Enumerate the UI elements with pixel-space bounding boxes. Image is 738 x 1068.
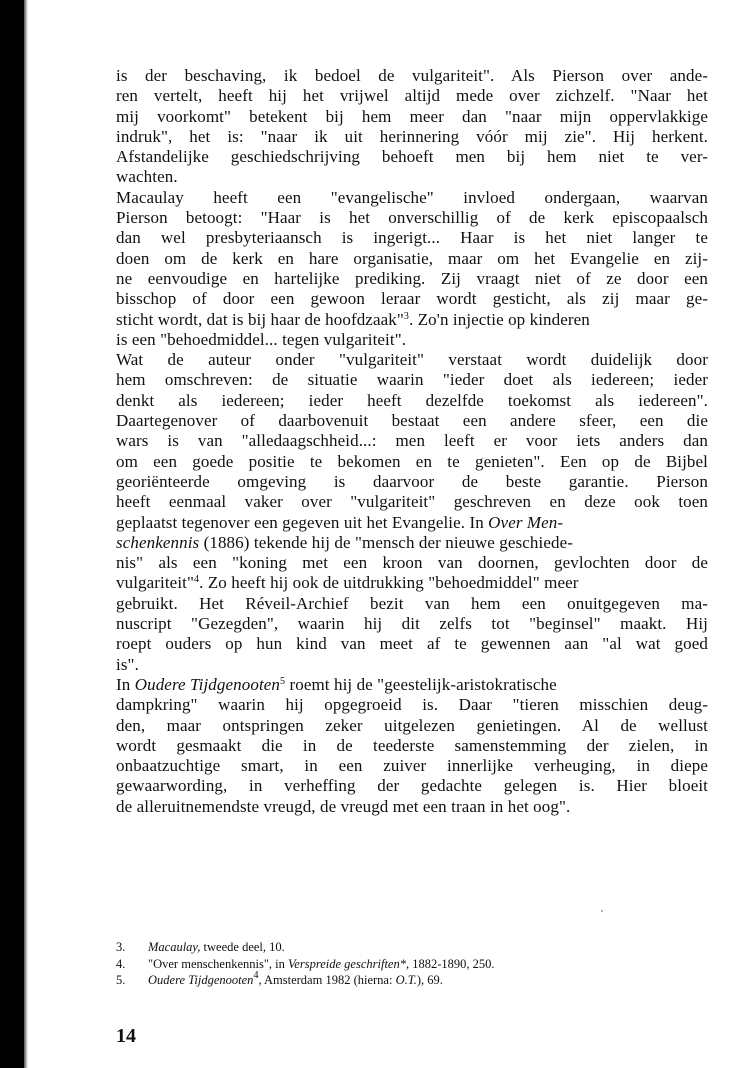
text-line: Daartegenover of daarbovenuit bestaat een andere sfeer, een die — [116, 411, 708, 431]
footnote-number: 3. — [116, 940, 126, 954]
text-line: om een goede positie te bekomen en te genieten". Een op de Bijbel — [116, 451, 708, 471]
text-line: wachten. — [116, 167, 178, 187]
footnote-3 — [116, 939, 676, 956]
text-line: mij voorkomt" betekent bij hem meer dan "naar mijn oppervlakkige — [116, 106, 708, 126]
footnote-superscript: 4 — [253, 970, 259, 981]
text-segment: roemt hij de "geestelijk-aristokratische — [285, 674, 557, 694]
footnote-number: 4. — [116, 956, 126, 971]
footnote-abbrev: O.T. — [395, 973, 417, 987]
body-text — [116, 66, 708, 817]
text-line: roept ouders op hun kind van meet af te gewennen aan "al wat goed — [116, 634, 708, 654]
text-line: bisschop of door een gewoon leraar wordt gesticht, als zij maar ge- — [116, 289, 708, 309]
text-line: nuscript "Gezegden", waarin hij dit zelfs tot "beginsel" maakt. Hij — [116, 614, 708, 634]
text-line: Wat de auteur onder "vulgariteit" verstaat wordt duidelijk door — [116, 350, 708, 370]
text-line: wordt gesmaakt die in de teederste samenstemming der zielen, in — [116, 735, 708, 755]
footnote-4 — [116, 956, 676, 973]
text-line: gewaarwording, in verheffing der gedachte gelegen is. Hier bloeit — [116, 776, 708, 796]
text-line: ren vertelt, heeft hij het vrijwel altijd mede over zichzelf. "Naar het — [116, 86, 708, 106]
text-line: Afstandelijke geschiedschrijving behoeft men bij hem niet te ver- — [116, 147, 708, 167]
text-line: doen om de kerk en hare organisatie, maar om het Evangelie en zij- — [116, 248, 708, 268]
footnote-text: ), 69. — [416, 973, 443, 987]
footnote-number: 5. — [116, 973, 126, 987]
text-segment: geplaatst tegenover een gegeven uit het Evangelie. In — [116, 512, 484, 532]
text-segment: (1886) tekende hij de "mensch der nieuwe geschiede- — [199, 532, 573, 552]
footnote-text: , Amsterdam 1982 (hierna: — [258, 973, 396, 987]
text-line: indruk", het is: "naar ik uit herinnering vóór mij zie". Hij herkent. — [116, 126, 708, 146]
text-segment: . Zo'n injectie op kinderen — [409, 309, 590, 329]
text-segment: . Zo heeft hij ook de uitdrukking "behoedmiddel" meer — [199, 573, 579, 593]
text-line — [116, 675, 708, 695]
text-line: ne eenvoudige en hartelijke prediking. Zij vraagt niet of ze door een — [116, 268, 708, 288]
text-line — [116, 513, 708, 533]
text-line: is der beschaving, ik bedoel de vulgariteit". Als Pierson over ande- — [116, 66, 708, 85]
text-line: Pierson betoogt: "Haar is het onverschillig of de kerk episcopaalsch — [116, 208, 708, 228]
text-segment: In — [116, 674, 131, 694]
footnote-text: "Over menschenkennis", in — [148, 956, 289, 971]
text-line: onbaatzuchtige smart, in een zuiver innerlijke verheuging, in diepe — [116, 756, 708, 776]
text-line: nis" als een "koning met een kroon van doornen, gevlochten door de — [116, 553, 708, 573]
text-line: den, maar ontspringen zeker uitgelezen genietingen. Al de wellust — [116, 715, 708, 735]
footnote-text: tweede deel, 10. — [200, 940, 285, 954]
text-line: dampkring" waarin hij opgegroeid is. Daar "tieren misschien deug- — [116, 695, 708, 715]
text-line: Macaulay heeft een "evangelische" invloed ondergaan, waarvan — [116, 187, 708, 207]
footnote-ref-5: 5 — [280, 675, 286, 687]
text-segment: vulgariteit" — [116, 573, 195, 593]
page-spine-shadow — [0, 0, 24, 1068]
text-line: georiënteerde omgeving is daarvoor de beste garantie. Pierson — [116, 471, 708, 491]
text-line: wars is van "alledaagschheid...: men leeft er voor iets anders dan — [116, 431, 708, 451]
footnote-title: Oudere Tijdgenooten — [148, 973, 254, 987]
text-line: hem omschreven: de situatie waarin "ieder doet als iedereen; ieder — [116, 370, 708, 390]
text-line: is". — [116, 654, 139, 674]
text-line — [116, 573, 708, 593]
text-line: dan wel presbyteriaansch is ingerigt... Haar is het niet langer te — [116, 228, 708, 248]
title-italic: Over Men- — [488, 512, 564, 532]
footnote-text: 1882-1890, 250. — [409, 956, 495, 971]
text-line: de alleruitnemendste vreugd, de vreugd met een traan in het oog". — [116, 796, 571, 816]
title-italic: schenkennis — [116, 532, 200, 552]
footnote-ref-3: 3 — [403, 310, 409, 322]
text-line — [116, 310, 708, 330]
footnotes — [116, 939, 676, 989]
footnote-title: Macaulay, — [148, 940, 201, 954]
text-line: is een "behoedmiddel... tegen vulgariteit". — [116, 329, 407, 349]
footnote-title: Verspreide geschriften*, — [288, 956, 410, 971]
footnote-5 — [116, 972, 676, 989]
footnote-ref-4: 4 — [194, 574, 200, 586]
text-line — [116, 533, 708, 553]
title-italic: Oudere Tijdgenooten — [134, 674, 281, 694]
paper-speck — [601, 910, 603, 912]
text-line: gebruikt. Het Réveil-Archief bezit van hem een onuitgegeven ma- — [116, 593, 708, 613]
text-line: denkt als iedereen; ieder heeft dezelfde toekomst als iedereen". — [116, 390, 708, 410]
text-segment: sticht wordt, dat is bij haar de hoofdzaak" — [116, 309, 404, 329]
text-line: heeft eenmaal vaker over "vulgariteit" geschreven en deze ook toen — [116, 492, 708, 512]
page-number: 14 — [116, 1025, 136, 1047]
